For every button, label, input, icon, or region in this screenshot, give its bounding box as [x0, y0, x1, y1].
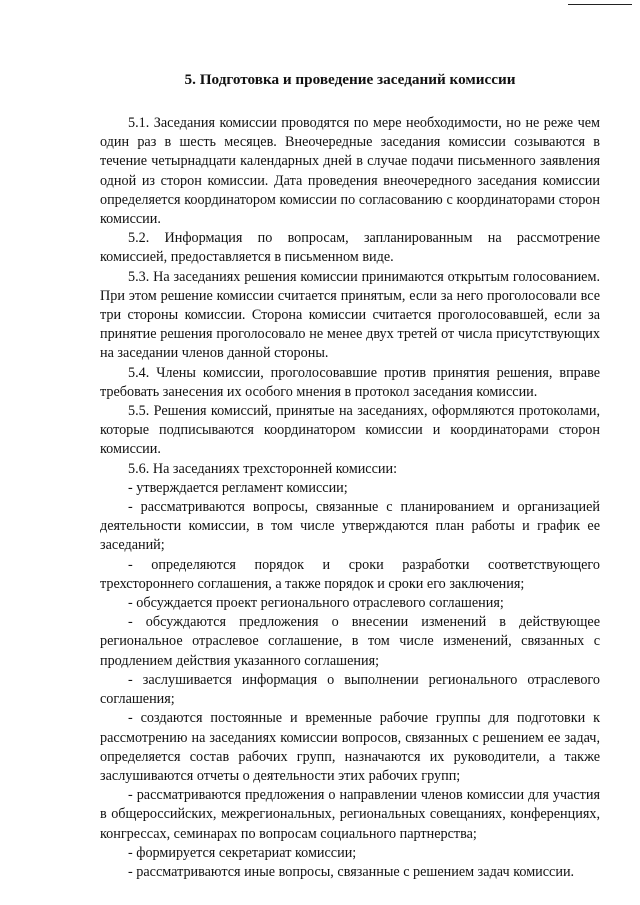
list-item: - утверждается регламент комиссии; — [128, 479, 348, 496]
paragraph-5-5: 5.5. Решения комиссий, принятые на заседаниях, оформляются протоколами, которые подписываются координатором комиссии и координаторами сторон комиссии. — [100, 403, 600, 458]
section-body — [100, 114, 600, 882]
list-item: - определяются порядок и сроки разработки соответствующего трехстороннего соглашения, а также порядок и сроки его заключения; — [100, 556, 600, 592]
paragraph-5-2: 5.2. Информация по вопросам, запланированным на рассмотрение комиссией, предоставляется в письменном виде. — [100, 230, 600, 266]
paragraph-5-4: 5.4. Члены комиссии, проголосовавшие против принятия решения, вправе требовать занесения их особого мнения в протокол заседания комиссии. — [100, 364, 600, 400]
paragraph-5-6: 5.6. На заседаниях трехсторонней комиссии: — [128, 460, 398, 477]
paragraph-5-3: 5.3. На заседаниях решения комиссии принимаются открытым голосованием. При этом решение комиссии считается принятым, если за него проголосовали все три стороны комиссии. Сторона комиссии считается проголосовавшей, если за принятие решения проголосовало не менее двух третей от числа присутствующих на заседании членов данной стороны. — [100, 268, 600, 362]
list-item: - обсуждается проект регионального отраслевого соглашения; — [128, 595, 504, 612]
list-item: - обсуждаются предложения о внесении изменений в действующее региональное отраслевое соглашение, в том числе изменений, связанных с продлением действия указанного соглашения; — [100, 614, 600, 669]
paragraph-5-1: 5.1. Заседания комиссии проводятся по мере необходимости, но не реже чем один раз в шесть месяцев. Внеочередные заседания комиссии созываются в течение четырнадцати календарных дней в случае подачи письменного заявления одной из сторон комиссии. Дата проведения внеочередного заседания комиссии определяется координатором комиссии по согласованию с координаторами сторон комиссии. — [100, 115, 600, 228]
section-heading: 5. Подготовка и проведение заседаний комиссии — [184, 71, 516, 88]
list-item: - рассматриваются иные вопросы, связанные с решением задач комиссии. — [128, 863, 575, 880]
list-item: - рассматриваются предложения о направлении членов комиссии для участия в общероссийских, межрегиональных, региональных совещаниях, конференциях, конгрессах, семинарах по вопросам социального партнерства; — [100, 787, 600, 842]
list-item: - рассматриваются вопросы, связанные с планированием и организацией деятельности комиссии, в том числе утверждаются план работы и график ее заседаний; — [100, 499, 600, 554]
top-right-rule — [568, 4, 632, 5]
list-item: - создаются постоянные и временные рабочие группы для подготовки к рассмотрению на заседаниях комиссии вопросов, связанных с решением ее задач, определяется состав рабочих групп, назначаются их руководители, а также заслушиваются отчеты о деятельности этих рабочих групп; — [100, 710, 600, 784]
list-item: - формируется секретариат комиссии; — [128, 844, 357, 861]
document-page — [100, 70, 600, 882]
list-item: - заслушивается информация о выполнении регионального отраслевого соглашения; — [100, 671, 600, 708]
